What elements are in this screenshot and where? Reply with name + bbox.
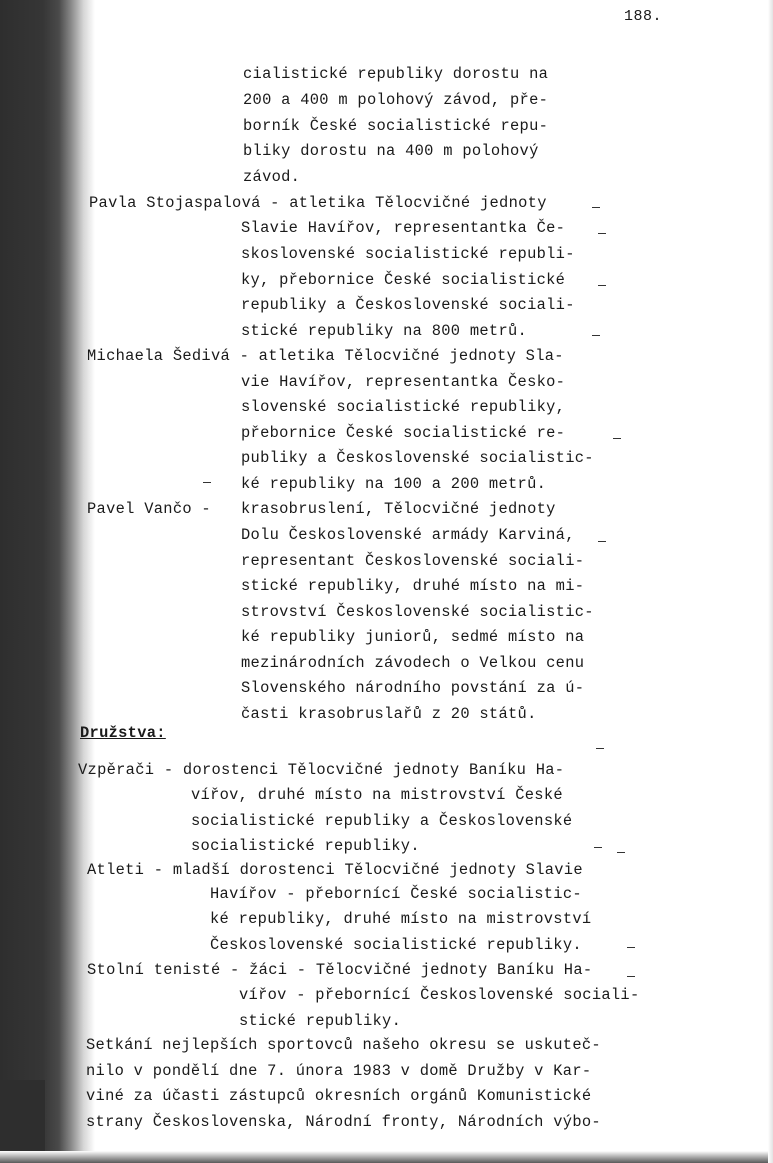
team-line: mladší dorostenci Tělocvičné jednoty Slavie (172, 861, 583, 879)
athlete-entry-first-line (89, 193, 547, 213)
team-line: stické republiky. (239, 1012, 402, 1030)
team-name: Atleti - (87, 861, 173, 879)
team-entry-first-line (87, 960, 592, 980)
margin-mark (203, 482, 211, 483)
team-line: žáci - Tělocvičné jednoty Baníku Ha- (249, 961, 593, 979)
margin-mark (592, 335, 600, 336)
entry-line: vie Havířov, representantka Česko- (241, 373, 566, 391)
entry-line: stické republiky, druhé místo na mi- (241, 577, 585, 595)
entry-line: časti krasobruslařů z 20 států. (241, 705, 537, 723)
entry-line: republiky a Československé sociali- (241, 296, 575, 314)
margin-mark (598, 233, 606, 234)
margin-mark (613, 438, 621, 439)
entry-line: skoslovenské socialistické republi- (241, 245, 575, 263)
athlete-entry-first-line (87, 499, 221, 519)
paragraph-line: nilo v pondělí dne 7. února 1983 v domě Družby v Kar- (86, 1062, 592, 1080)
entry-line: Slovenského národního povstání za ú- (241, 679, 585, 697)
margin-mark (592, 207, 600, 208)
margin-mark (617, 852, 625, 853)
paragraph-line: viné za účasti zástupců okresních orgánů Komunistické (86, 1087, 592, 1105)
entry-line: přebornice České socialistické re- (241, 424, 566, 442)
team-line: socialistické republiky. (191, 837, 420, 855)
paragraph-line: strany Československa, Národní fronty, Národních výbo- (86, 1113, 601, 1131)
margin-mark (596, 748, 604, 749)
team-name: Stolní tenisté - (87, 961, 250, 979)
teams-heading: Družstva: (80, 724, 166, 742)
entry-line: atletika Tělocvičné jednoty (289, 194, 547, 212)
entry-line: ké republiky juniorů, sedmé místo na (241, 628, 585, 646)
entry-line: stické republiky na 800 metrů. (241, 322, 528, 340)
team-line: vířov - přebornící Československé sociali- (239, 986, 640, 1004)
entry-line: závod. (243, 168, 301, 186)
team-line: ké republiky, druhé místo na mistrovství (210, 910, 592, 928)
team-name: Vzpěrači - (78, 761, 183, 779)
entry-line: Slavie Havířov, representantka Če- (241, 219, 566, 237)
athlete-name: Michaela Šedivá - (87, 347, 259, 365)
team-line: dorostenci Tělocvičné jednoty Baníku Ha- (182, 761, 565, 779)
margin-mark (627, 976, 635, 977)
entry-line: ky, přebornice České socialistické (241, 271, 566, 289)
athlete-name: Pavla Stojaspalová - (89, 194, 290, 212)
team-line: Havířov - přebornící České socialistic- (210, 885, 582, 903)
entry-line: 200 a 400 m polohový závod, pře- (243, 91, 549, 109)
entry-line: cialistické republiky dorostu na (243, 65, 549, 83)
margin-mark (627, 947, 635, 948)
page-number: 188. (624, 8, 663, 25)
entry-line: ké republiky na 100 a 200 metrů. (241, 475, 547, 493)
entry-line: atletika Tělocvičné jednoty Sla- (258, 347, 564, 365)
entry-line: krasobruslení, Tělocvičné jednoty (241, 500, 556, 518)
athlete-name: Pavel Vančo - (87, 500, 221, 518)
margin-mark (598, 541, 606, 542)
team-entry-first-line (78, 760, 564, 780)
entry-line: borník České socialistické repu- (243, 117, 549, 135)
entry-line: strovství Československé socialistic- (241, 603, 594, 621)
entry-line: Dolu Československé armády Karviná, (241, 526, 575, 544)
margin-mark (598, 285, 606, 286)
book-binding-shadow (0, 0, 95, 1163)
paragraph-line: Setkání nejlepších sportovců našeho okresu se uskuteč- (86, 1036, 601, 1054)
entry-line: mezinárodních závodech o Velkou cenu (241, 654, 585, 672)
page-right-edge (768, 0, 773, 1163)
entry-line: bliky dorostu na 400 m polohový (243, 142, 539, 160)
team-entry-first-line (87, 860, 583, 880)
team-line: socialistické republiky a Československé (191, 812, 573, 830)
entry-line: representant Československé sociali- (241, 552, 585, 570)
athlete-entry-first-line (87, 346, 564, 366)
team-line: vířov, druhé místo na mistrovství České (191, 786, 563, 804)
entry-line: slovenské socialistické republiky, (241, 398, 566, 416)
page-bottom-shadow (0, 1151, 773, 1163)
team-line: Československé socialistické republiky. (210, 936, 582, 954)
margin-mark (594, 847, 602, 848)
entry-line: publiky a Československé socialistic- (241, 449, 594, 467)
